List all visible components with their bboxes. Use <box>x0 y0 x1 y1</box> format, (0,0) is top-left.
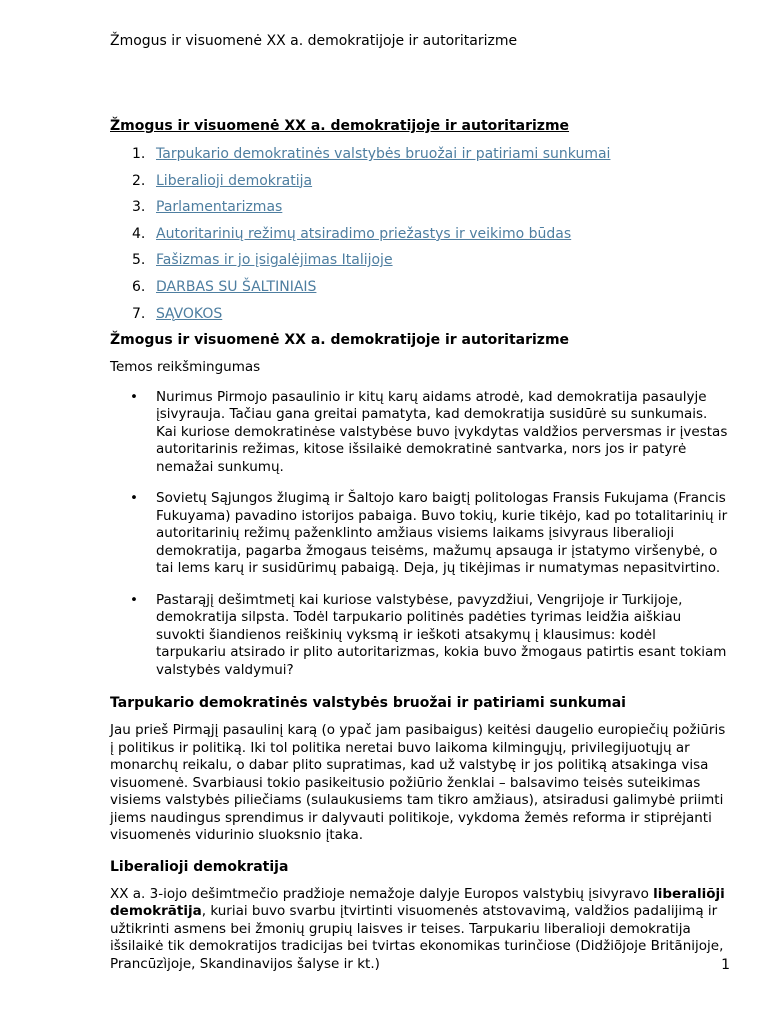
significance-list <box>110 389 728 680</box>
toc-link[interactable]: Tarpukario demokratinės valstybės bruožai ir patiriami sunkumai <box>156 146 611 162</box>
toc-link[interactable]: Liberalioji demokratija <box>156 172 313 189</box>
bullet-icon: • <box>130 388 138 405</box>
section-paragraph-interwar: Jau prieš Pirmąjį pasaulinį karą (o ypač jam pasibaigus) keitėsi daugelio europiečių požiūris į politikus ir politiką. Iki tol politika neretai buvo laikoma kilmingųjų, privilegijuotųjų ar monarchų reikalu, o dabar plito supratimas, kad už valstybę ir jos politiką atsakinga visa visuomenė. Svarbiausi tokio pasikeitusio požiūrio ženklai – balsavimo teisės suteikimas visiems valstybės piliečiams (sulaukusiems tam tikro amžiaus), atsiradusi galimybė priimti jiems naudingus sprendimus ir dalyvauti politikoje, vykdoma žemės reforma ir stiprėjanti visuomenės vidurinio sluoksnio įtaka. <box>110 722 726 843</box>
page-header: Žmogus ir visuomenė XX a. demokratijoje ir autoritarizme <box>110 33 518 49</box>
toc-item-number: 6. <box>132 278 146 295</box>
bullet-text: Sovietų Sąjungos žlugimą ir Šaltojo karo baigtį politologas Fransis Fukujama (Francis Fukuyama) pavadino istorijos pabaiga. Buvo tokių, kurie tikėjo, kad po totalitarinių ir autoritarinių režimų paženklinto amžiaus visiems laikams įsivyraus liberalioji demokratija, pagarba žmogaus teisėms, mažumų apsauga ir įstatymo viršenybė, o tai lems karų ir susidūrimų pabaigą. Deja, jų tikėjimas ir numatymas nepasitvirtino. <box>156 490 728 576</box>
toc-link[interactable]: SĄVOKOS <box>156 305 223 322</box>
document-body <box>110 330 728 985</box>
toc-link[interactable]: Fašizmas ir jo įsigalėjimas Italijoje <box>156 252 393 269</box>
toc-item-number: 1. <box>132 146 146 162</box>
toc-item <box>110 198 710 225</box>
toc-link[interactable]: Autoritarinių režimų atsiradimo priežastys ir veikimo būdas <box>156 225 572 242</box>
paragraph-text: XX a. 3-iojo dešimtmečio pradžioje nemažoje dalyje Europos valstybių įsivyravo <box>110 885 654 902</box>
page-number: 1 <box>721 957 730 973</box>
bullet-icon: • <box>130 490 138 506</box>
toc-item <box>110 172 710 199</box>
toc-item <box>110 145 710 172</box>
toc-item <box>110 225 710 252</box>
toc-link[interactable]: DARBAS SU ŠALTINIAIS <box>156 278 317 295</box>
main-heading: Žmogus ir visuomenė XX a. demokratijoje ir autoritarizme <box>110 332 570 348</box>
toc-item-number: 3. <box>132 199 146 216</box>
toc-item-number: 2. <box>132 172 146 189</box>
toc-item <box>110 278 710 305</box>
list-item <box>110 592 728 680</box>
toc-item <box>110 251 710 278</box>
toc-item-number: 4. <box>132 225 146 242</box>
paragraph-text: , kuriai buvo svarbu įtvirtinti visuomenės atstovavimą, valdžios padalijimą ir užtikrinti asmens bei žmonių grupių laisves ir teises. Tarpukariu liberalioji demokratija išsilaikė tik demokratijos tradicijas bei tvirtas ekonomikas turinčiose (Didžiõjoje Britãnijoje, Prancūzìjoje, Skandinavijos šalyse ir kt.) <box>110 903 724 972</box>
bullet-icon: • <box>130 591 138 608</box>
list-item <box>110 389 728 477</box>
bullet-text: Pastarąjį dešimtmetį kai kuriose valstybėse, pavyzdžiui, Vengrijoje ir Turkijoje, demokratija silpsta. Todėl tarpukario politinės padėties tyrimas leidžia aiškiau suvokti šiandienos reiškinių vyksmą ir ieškoti atsakymų į klausimus: kodėl tarpukariu atsirado ir plito autoritarizmas, kokia buvo žmogaus patirtis esant tokiam valstybės valdymui? <box>156 591 727 678</box>
bullet-text: Nurimus Pirmojo pasaulinio ir kitų karų aidams atrodė, kad demokratija pasaulyje įsivyrauja. Tačiau gana greitai pamatyta, kad demokratija susidūrė su sunkumais. Kai kuriose demokratinėse valstybėse buvo įvykdytas valdžios perversmas ir įvestas autoritarinis režimas, kitose išsilaikė demokratinė santvarka, nors jos ir patyrė nemažai sunkumų. <box>156 388 728 475</box>
toc-item-number: 5. <box>132 252 146 269</box>
section-heading-interwar: Tarpukario demokratinės valstybės bruožai ir patiriami sunkumai <box>110 695 626 711</box>
toc-item-number: 7. <box>132 305 146 322</box>
list-item <box>110 490 728 578</box>
table-of-contents <box>110 145 710 331</box>
bold-term: liberaliõji demokrãtija <box>110 885 725 919</box>
section-paragraph-liberal-democracy <box>110 886 728 974</box>
topic-subtitle: Temos reikšmingumas <box>110 359 261 375</box>
section-heading-liberal-democracy: Liberalioji demokratija <box>110 858 289 875</box>
toc-link[interactable]: Parlamentarizmas <box>156 199 283 216</box>
toc-item <box>110 305 710 332</box>
toc-title: Žmogus ir visuomenė XX a. demokratijoje ir autoritarizme <box>110 118 570 134</box>
